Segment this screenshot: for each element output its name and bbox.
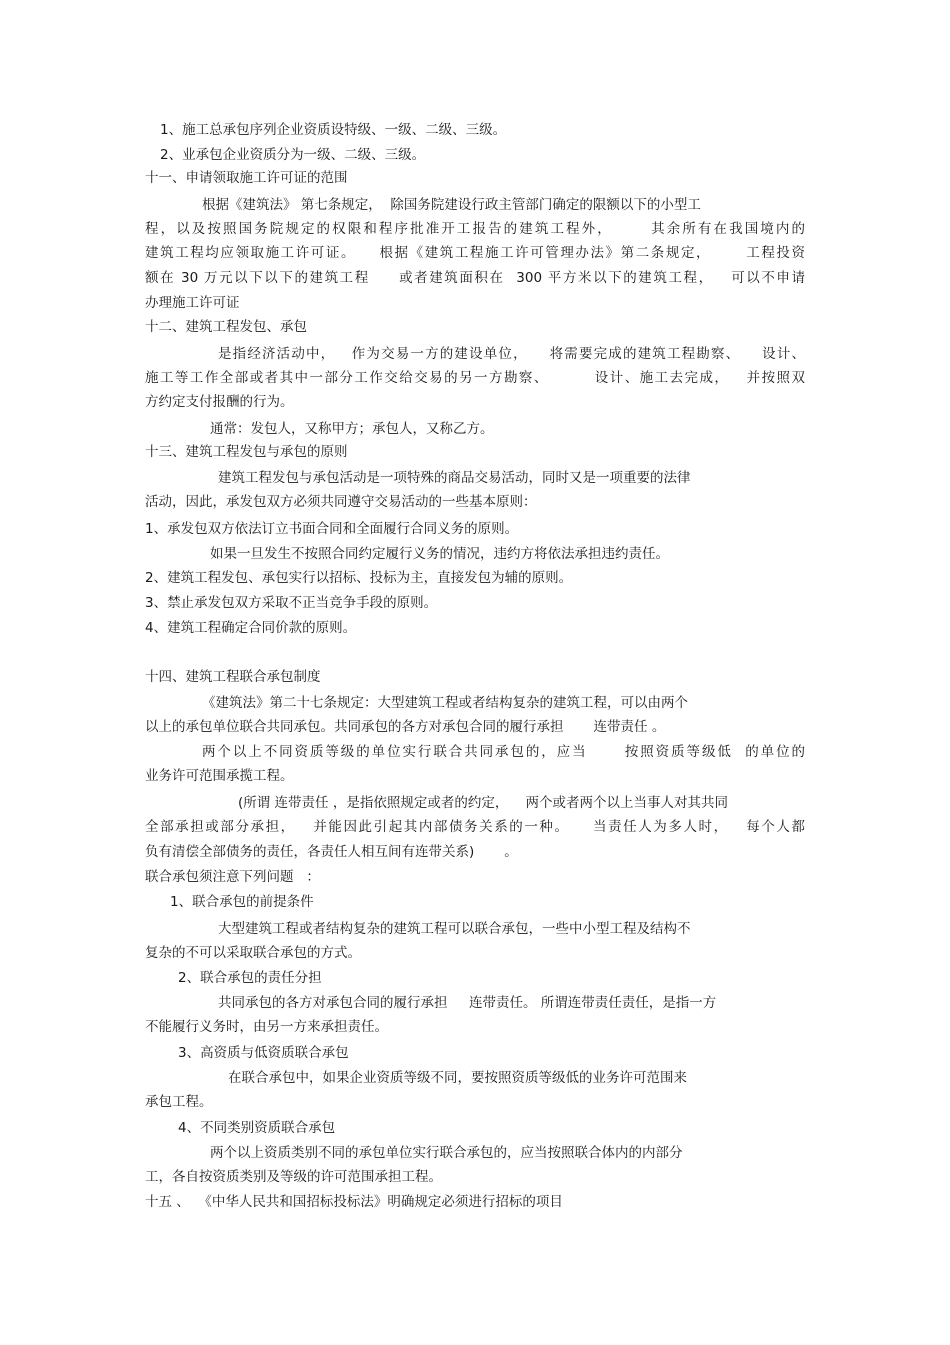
text-line: (所谓 连带责任 ，是指依照规定或者的约定， 两个或者两个以上当事人对其共同 [238, 795, 729, 811]
text-line: 4、建筑工程确定合同价款的原则。 [145, 620, 357, 636]
subsection-heading: 4、不同类别资质联合承包 [178, 1120, 336, 1136]
text-line: 根据《建筑法》 第七条规定， 除国务院建设行政主管部门确定的限额以下的小型工 [202, 197, 701, 213]
text-line: 在联合承包中，如果企业资质等级不同，要按照资质等级低的业务许可范围来 [228, 1070, 687, 1086]
text-line: 《建筑法》第二十七条规定：大型建筑工程或者结构复杂的建筑工程，可以由两个 [202, 695, 688, 711]
text-line: 业务许可范围承揽工程。 [145, 768, 294, 784]
text-line: 通常：发包人，又称甲方；承包人，又称乙方。 [210, 421, 494, 437]
text-line: 额在 30 万元以下以下的建筑工程 或者建筑面积在 300 平方米以下的建筑工程， 可以不申请 [145, 270, 805, 286]
text-line: 大型建筑工程或者结构复杂的建筑工程可以联合承包，一些中小型工程及结构不 [218, 921, 691, 937]
text-line: 1、施工总承包序列企业资质设特级、一级、二级、三级。 [160, 122, 507, 138]
text-line: 两个以上不同资质等级的单位实行联合共同承包的，应当 按照资质等级低 的单位的 [202, 744, 805, 760]
text-line: 以上的承包单位联合共同承包。共同承包的各方对承包合同的履行承担 连带责任 。 [145, 719, 666, 735]
section-heading: 十二、建筑工程发包、承包 [145, 319, 307, 335]
text-line: 两个以上资质类别不同的承包单位实行联合承包的，应当按照联合体内的内部分 [210, 1145, 683, 1161]
text-line: 如果一旦发生不按照合同约定履行义务的情况，违约方将依法承担违约责任。 [210, 546, 669, 562]
text-line: 施工等工作全部或者其中一部分工作交给交易的另一方勘察、 设计、施工去完成， 并按照双 [145, 370, 805, 386]
subsection-heading: 1、联合承包的前提条件 [170, 894, 314, 910]
text-line: 活动，因此，承发包双方必须共同遵守交易活动的一些基本原则： [145, 494, 537, 510]
section-heading: 十三、建筑工程发包与承包的原则 [145, 444, 348, 460]
text-line: 是指经济活动中， 作为交易一方的建设单位， 将需要完成的建筑工程勘察、 设计、 [218, 346, 805, 362]
section-heading: 十五 、 《中华人民共和国招标投标法》明确规定必须进行招标的项目 [145, 1194, 563, 1210]
text-line: 负有清偿全部债务的责任，各责任人相互间有连带关系) 。 [145, 844, 518, 860]
text-line: 复杂的不可以采取联合承包的方式。 [145, 945, 361, 961]
subsection-heading: 2、联合承包的责任分担 [178, 970, 322, 986]
text-line: 联合承包须注意下列问题 ： [145, 869, 320, 885]
text-line: 工，各自按资质类别及等级的许可范围承担工程。 [145, 1169, 442, 1185]
text-line: 承包工程。 [145, 1094, 213, 1110]
section-heading: 十四、建筑工程联合承包制度 [145, 669, 321, 685]
text-line: 不能履行义务时，由另一方来承担责任。 [145, 1019, 388, 1035]
text-line: 共同承包的各方对承包合同的履行承担 连带责任。 所谓连带责任责任，是指一方 [218, 995, 717, 1011]
text-line: 方约定支付报酬的行为。 [145, 394, 294, 410]
section-heading: 十一、申请领取施工许可证的范围 [145, 170, 348, 186]
text-line: 3、禁止承发包双方采取不正当竞争手段的原则。 [145, 595, 438, 611]
text-line: 建筑工程发包与承包活动是一项特殊的商品交易活动，同时又是一项重要的法律 [218, 470, 691, 486]
text-line: 2、建筑工程发包、承包实行以招标、投标为主，直接发包为辅的原则。 [145, 570, 573, 586]
text-line: 办理施工许可证 [145, 295, 240, 311]
text-line: 1、承发包双方依法订立书面合同和全面履行合同义务的原则。 [145, 521, 519, 537]
subsection-heading: 3、高资质与低资质联合承包 [178, 1045, 349, 1061]
text-line: 2、业承包企业资质分为一级、二级、三级。 [160, 147, 426, 163]
text-line: 全部承担或部分承担， 并能因此引起其内部债务关系的一种。 当责任人为多人时， 每个人都 [145, 819, 805, 835]
text-line: 程，以及按照国务院规定的权限和程序批准开工报告的建筑工程外， 其余所有在我国境内的 [145, 221, 805, 237]
text-line: 建筑工程均应领取施工许可证。 根据《建筑工程施工许可管理办法》第二条规定， 工程投资 [145, 245, 805, 261]
